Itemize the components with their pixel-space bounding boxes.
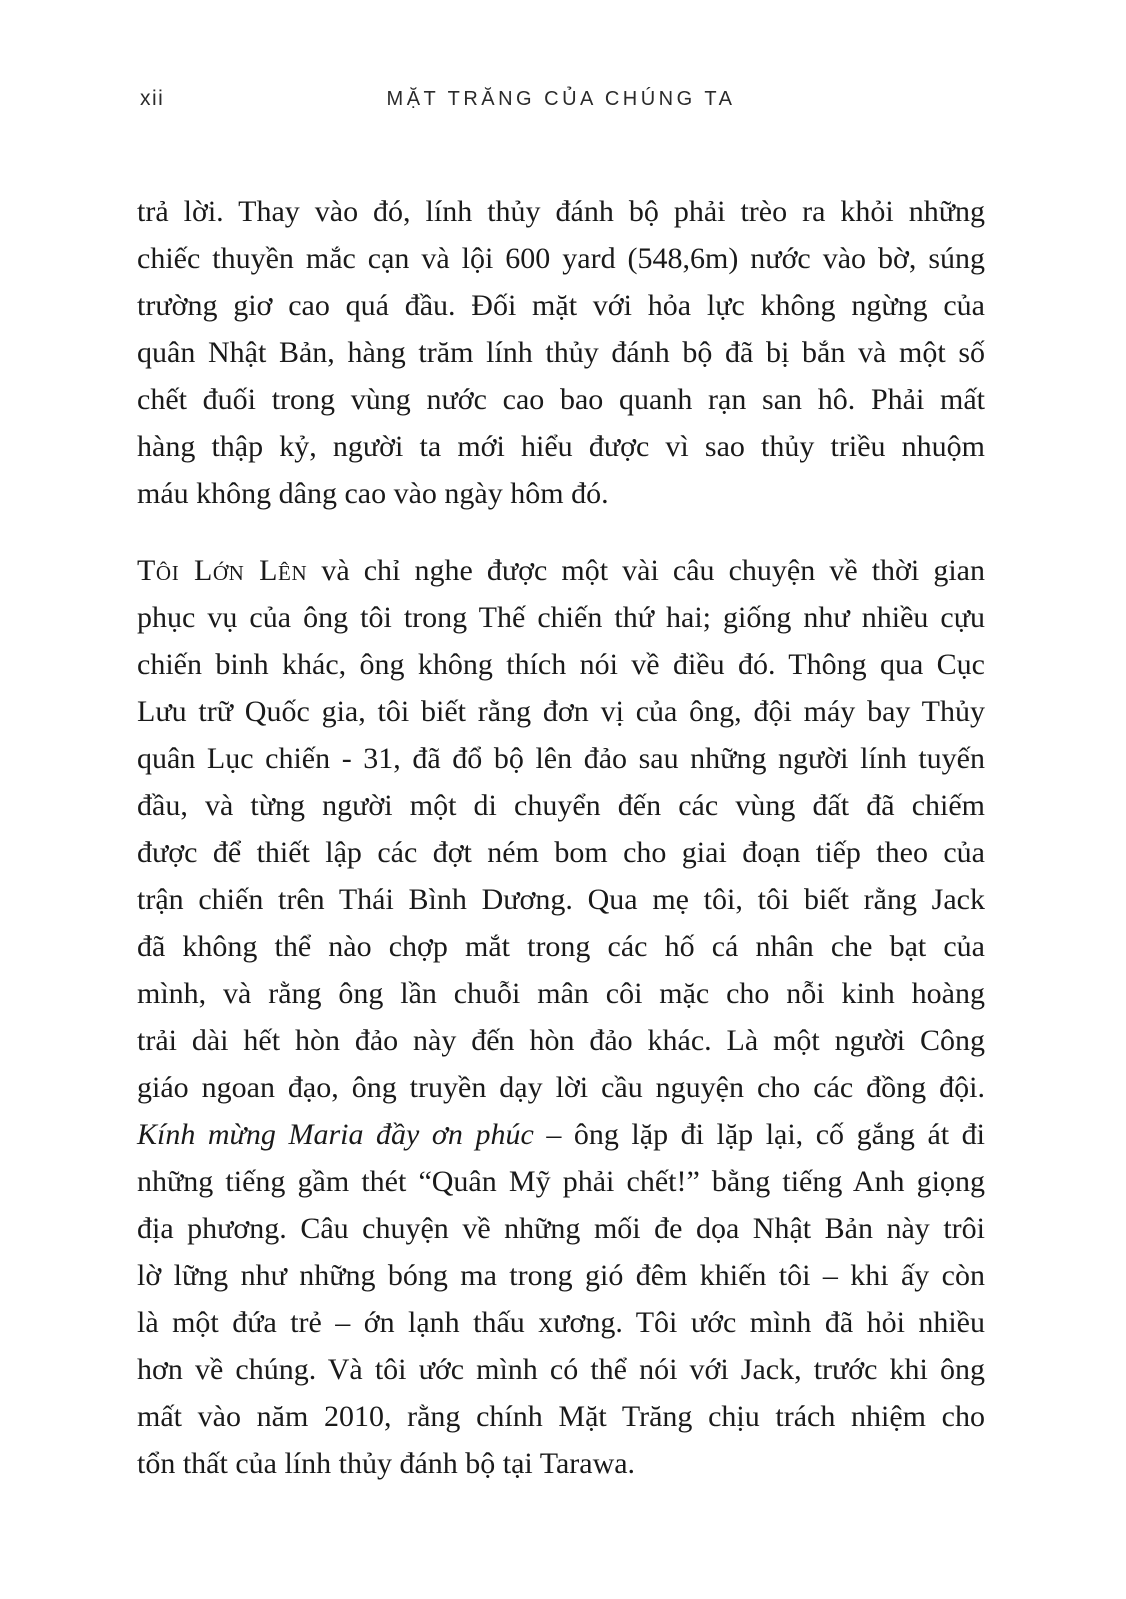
text-line bbox=[137, 1393, 985, 1440]
text-line bbox=[137, 282, 985, 329]
text-line bbox=[137, 641, 985, 688]
text-line bbox=[137, 1017, 985, 1064]
text-line bbox=[137, 547, 985, 594]
text-line bbox=[137, 1299, 985, 1346]
text-line bbox=[137, 1252, 985, 1299]
text-line bbox=[137, 782, 985, 829]
paragraph bbox=[137, 547, 985, 1487]
text-segment: chiến binh khác, ông không thích nói về điều đó. Thông qua Cục bbox=[137, 648, 985, 681]
text-segment: đã không thể nào chợp mắt trong các hố cá nhân che bạt của bbox=[137, 930, 985, 963]
text-line bbox=[137, 970, 985, 1017]
italic-text: Kính mừng Maria đầy ơn phúc bbox=[137, 1118, 534, 1151]
text-line bbox=[137, 829, 985, 876]
text-segment: những tiếng gầm thét “Quân Mỹ phải chết!” bằng tiếng Anh giọng bbox=[137, 1165, 985, 1198]
text-segment: trả lời. Thay vào đó, lính thủy đánh bộ phải trèo ra khỏi những bbox=[137, 195, 985, 228]
text-segment: Lưu trữ Quốc gia, tôi biết rằng đơn vị của ông, đội máy bay Thủy bbox=[137, 695, 985, 728]
running-header bbox=[137, 84, 985, 114]
text-segment: mất vào năm 2010, rằng chính Mặt Trăng chịu trách nhiệm cho bbox=[137, 1400, 985, 1433]
text-line bbox=[137, 470, 985, 517]
text-line bbox=[137, 235, 985, 282]
paragraph bbox=[137, 188, 985, 517]
text-line bbox=[137, 1440, 985, 1487]
text-segment: chết đuối trong vùng nước cao bao quanh rạn san hô. Phải mất bbox=[137, 383, 985, 416]
text-segment: lờ lững như những bóng ma trong gió đêm khiến tôi – khi ấy còn bbox=[137, 1259, 985, 1292]
text-segment: phục vụ của ông tôi trong Thế chiến thứ hai; giống như nhiều cựu bbox=[137, 601, 985, 634]
text-line bbox=[137, 1111, 985, 1158]
text-line bbox=[137, 1205, 985, 1252]
text-segment: máu không dâng cao vào ngày hôm đó. bbox=[137, 477, 609, 510]
text-segment: tổn thất của lính thủy đánh bộ tại Tarawa. bbox=[137, 1447, 636, 1480]
text-line bbox=[137, 188, 985, 235]
text-line bbox=[137, 594, 985, 641]
text-segment: địa phương. Câu chuyện về những mối đe dọa Nhật Bản này trôi bbox=[137, 1212, 985, 1245]
smallcaps-text: Tôi Lớn Lên bbox=[137, 554, 308, 587]
text-line bbox=[137, 688, 985, 735]
text-segment: trường giơ cao quá đầu. Đối mặt với hỏa lực không ngừng của bbox=[137, 289, 985, 322]
running-title: MẶT TRĂNG CỦA CHÚNG TA bbox=[386, 88, 736, 110]
text-segment: trải dài hết hòn đảo này đến hòn đảo khác. Là một người Công bbox=[137, 1024, 985, 1057]
text-line bbox=[137, 1158, 985, 1205]
text-segment: – ông lặp đi lặp lại, cố gắng át đi bbox=[533, 1118, 985, 1151]
text-line bbox=[137, 1064, 985, 1111]
text-line bbox=[137, 423, 985, 470]
text-segment: là một đứa trẻ – ớn lạnh thấu xương. Tôi ước mình đã hỏi nhiều bbox=[137, 1306, 985, 1339]
text-line bbox=[137, 876, 985, 923]
text-segment: và chỉ nghe được một vài câu chuyện về thời gian bbox=[307, 554, 985, 587]
text-segment: giáo ngoan đạo, ông truyền dạy lời cầu nguyện cho các đồng đội. bbox=[137, 1071, 985, 1104]
text-segment: mình, và rằng ông lần chuỗi mân côi mặc cho nỗi kinh hoàng bbox=[137, 977, 985, 1010]
text-segment: trận chiến trên Thái Bình Dương. Qua mẹ tôi, tôi biết rằng Jack bbox=[137, 883, 985, 916]
text-segment: quân Lục chiến - 31, đã đổ bộ lên đảo sau những người lính tuyến bbox=[137, 742, 985, 775]
text-line bbox=[137, 735, 985, 782]
text-line bbox=[137, 923, 985, 970]
text-segment: quân Nhật Bản, hàng trăm lính thủy đánh bộ đã bị bắn và một số bbox=[137, 336, 985, 369]
page-body bbox=[137, 188, 985, 1487]
text-line bbox=[137, 1346, 985, 1393]
text-segment: được để thiết lập các đợt ném bom cho giai đoạn tiếp theo của bbox=[137, 836, 985, 869]
text-segment: hàng thập kỷ, người ta mới hiểu được vì sao thủy triều nhuộm bbox=[137, 430, 985, 463]
text-segment: chiếc thuyền mắc cạn và lội 600 yard (548,6m) nước vào bờ, súng bbox=[137, 242, 985, 275]
text-line bbox=[137, 376, 985, 423]
text-line bbox=[137, 329, 985, 376]
text-segment: đầu, và từng người một di chuyển đến các vùng đất đã chiếm bbox=[137, 789, 985, 822]
text-segment: hơn về chúng. Và tôi ước mình có thể nói với Jack, trước khi ông bbox=[137, 1353, 985, 1386]
page-number: xii bbox=[140, 87, 165, 110]
